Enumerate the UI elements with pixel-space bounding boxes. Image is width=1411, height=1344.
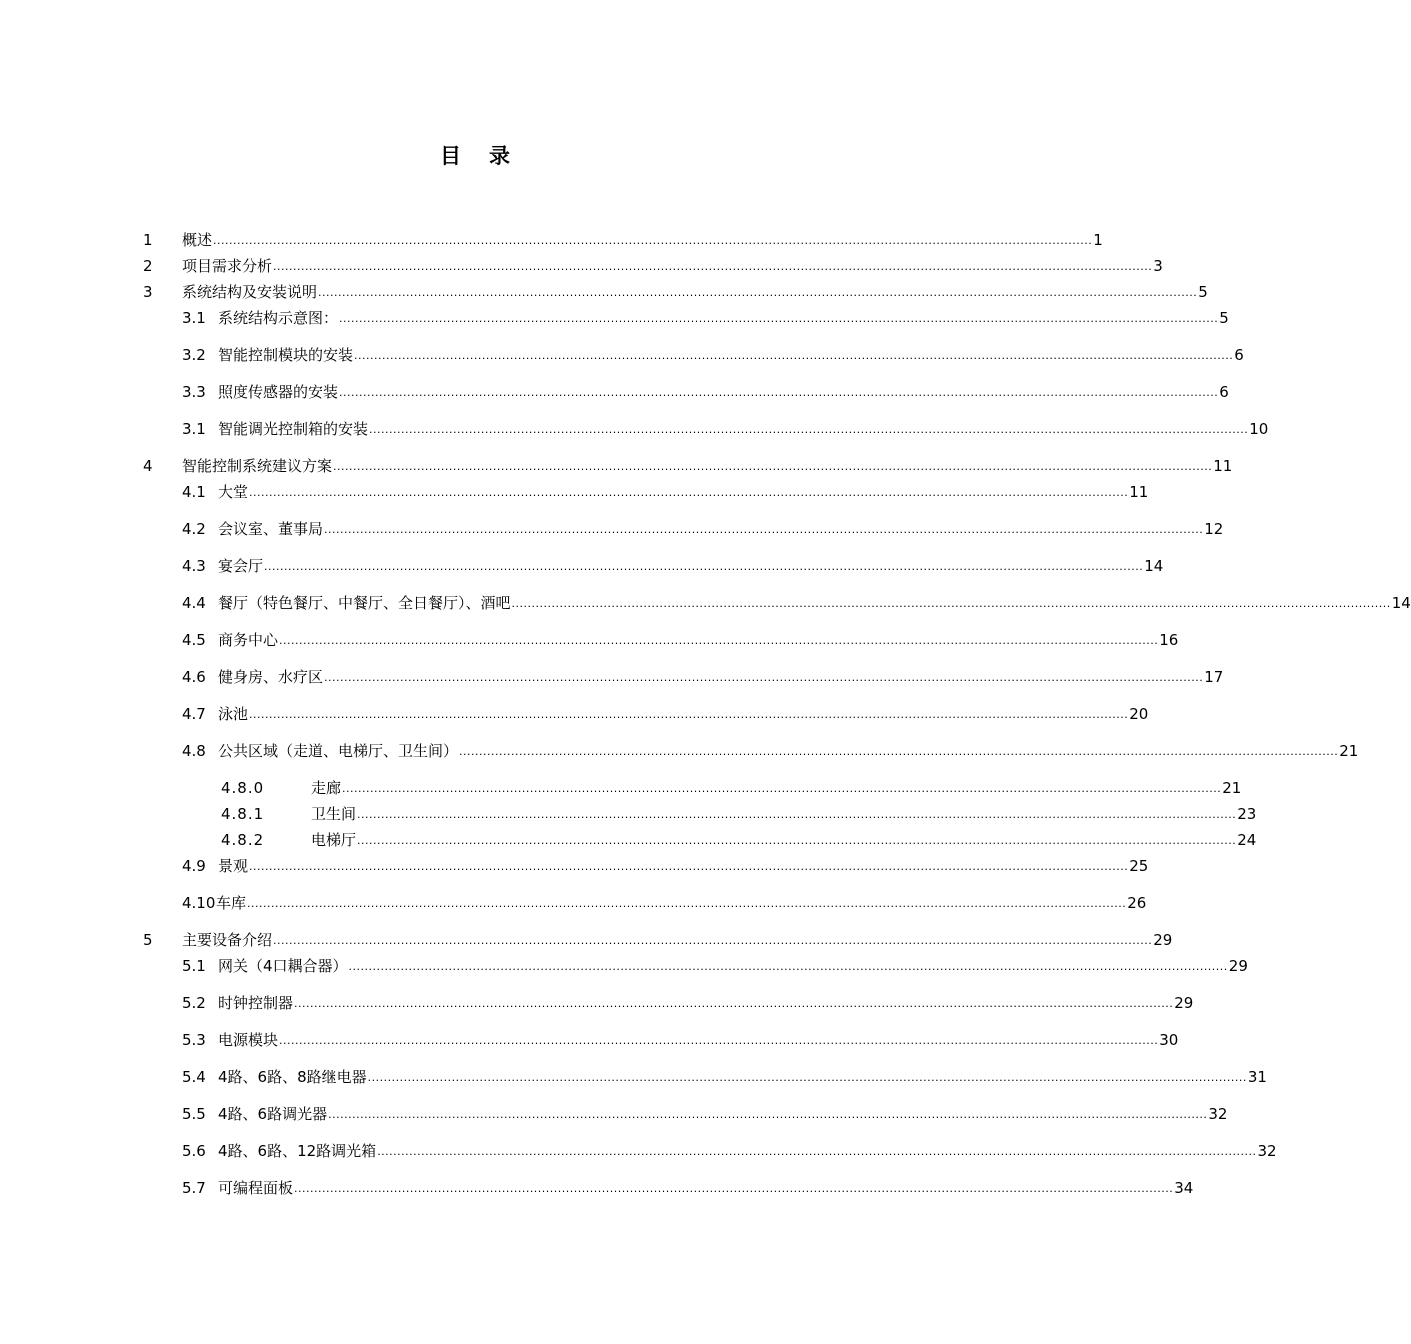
dot-leader: ............................................................................................................................................................................................................................ — [357, 834, 1237, 847]
dot-leader: ............................................................................................................................................................................................................................ — [377, 1145, 1257, 1158]
toc-entry-number: 4.6 — [182, 668, 206, 686]
toc-entry-label: 智能控制系统建议方案 — [182, 457, 333, 475]
toc-entry[interactable] — [0, 804, 1257, 824]
dot-leader: ............................................................................................................................................................................................................................ — [367, 1071, 1247, 1084]
dot-leader: ............................................................................................................................................................................................................................ — [279, 634, 1159, 647]
toc-entry-page-number: 21 — [1222, 779, 1242, 797]
toc-entry[interactable] — [0, 778, 1242, 798]
toc-entry-label: 4路、6路、12路调光箱 — [218, 1142, 377, 1160]
toc-entry-number: 5 — [143, 931, 153, 949]
toc-entry-number: 5.5 — [182, 1105, 206, 1123]
toc-entry-number: 4.8.0 — [221, 779, 265, 797]
toc-entry-number: 4.3 — [182, 557, 206, 575]
toc-entry-page-number: 34 — [1174, 1179, 1194, 1197]
dot-leader: ............................................................................................................................................................................................................................ — [357, 808, 1237, 821]
toc-entry[interactable] — [0, 630, 1179, 650]
dot-leader: ............................................................................................................................................................................................................................ — [318, 286, 1198, 299]
toc-entry-label: 电梯厅 — [311, 831, 357, 849]
dot-leader: ............................................................................................................................................................................................................................ — [249, 486, 1129, 499]
toc-entry-page-number: 32 — [1208, 1105, 1228, 1123]
dot-leader: ............................................................................................................................................................................................................................ — [273, 934, 1153, 947]
toc-entry-label: 智能控制模块的安装 — [218, 346, 354, 364]
toc-entry-label: 4路、6路、8路继电器 — [218, 1068, 367, 1086]
toc-entry-number: 5.3 — [182, 1031, 206, 1049]
title-char: 目 — [440, 144, 461, 168]
toc-entry-label: 时钟控制器 — [218, 994, 294, 1012]
toc-entry-page-number: 23 — [1237, 805, 1257, 823]
dot-leader: ............................................................................................................................................................................................................................ — [511, 597, 1391, 610]
dot-leader: ............................................................................................................................................................................................................................ — [294, 1182, 1174, 1195]
toc-entry-label: 卫生间 — [311, 805, 357, 823]
toc-entry-label: 电源模块 — [218, 1031, 279, 1049]
dot-leader: ............................................................................................................................................................................................................................ — [249, 708, 1129, 721]
toc-entry-number: 5.2 — [182, 994, 206, 1012]
toc-entry-number: 4.10 — [182, 894, 216, 912]
toc-entry-label: 景观 — [218, 857, 249, 875]
dot-leader: ............................................................................................................................................................................................................................ — [348, 960, 1228, 973]
toc-entry-number: 4.8.1 — [221, 805, 265, 823]
toc-entry-number: 5.7 — [182, 1179, 206, 1197]
toc-entry[interactable] — [0, 741, 1359, 761]
toc-entry[interactable] — [0, 1030, 1179, 1050]
toc-entry-label: 网关（4口耦合器） — [218, 957, 348, 975]
toc-entry-page-number: 31 — [1247, 1068, 1267, 1086]
dot-leader: ............................................................................................................................................................................................................................ — [354, 349, 1234, 362]
toc-entry[interactable] — [0, 593, 1411, 613]
toc-entry-label: 餐厅（特色餐厅、中餐厅、全日餐厅）、酒吧 — [218, 594, 511, 612]
toc-entry-page-number: 1 — [1093, 231, 1103, 249]
dot-leader: ............................................................................................................................................................................................................................ — [328, 1108, 1208, 1121]
toc-entry[interactable] — [0, 893, 1147, 913]
toc-entry-page-number: 5 — [1198, 283, 1208, 301]
toc-entry-number: 3 — [143, 283, 153, 301]
toc-entry-label: 照度传感器的安装 — [218, 383, 339, 401]
toc-entry-label: 系统结构及安装说明 — [182, 283, 318, 301]
toc-entry-page-number: 14 — [1144, 557, 1164, 575]
toc-entry-page-number: 16 — [1159, 631, 1179, 649]
toc-entry[interactable] — [0, 382, 1229, 402]
toc-entry-page-number: 32 — [1257, 1142, 1277, 1160]
dot-leader: ............................................................................................................................................................................................................................ — [369, 423, 1249, 436]
toc-entry[interactable] — [0, 1178, 1194, 1198]
toc-entry-page-number: 25 — [1129, 857, 1149, 875]
toc-entry-number: 4.8 — [182, 742, 206, 760]
toc-entry[interactable] — [0, 482, 1149, 502]
toc-entry-label: 走廊 — [311, 779, 342, 797]
dot-leader: ............................................................................................................................................................................................................................ — [264, 560, 1144, 573]
toc-entry-number: 4.2 — [182, 520, 206, 538]
toc-entry-label: 宴会厅 — [218, 557, 264, 575]
toc-entry-label: 概述 — [182, 231, 213, 249]
toc-entry-number: 4.8.2 — [221, 831, 265, 849]
toc-entry-page-number: 24 — [1237, 831, 1257, 849]
toc-entry-label: 会议室、董事局 — [218, 520, 324, 538]
toc-entry[interactable] — [0, 704, 1149, 724]
dot-leader: ............................................................................................................................................................................................................................ — [247, 897, 1127, 910]
toc-entry[interactable] — [0, 282, 1208, 302]
toc-entry-label: 泳池 — [218, 705, 249, 723]
toc-entry-number: 1 — [143, 231, 153, 249]
toc-entry[interactable] — [0, 667, 1224, 687]
toc-entry-number: 3.2 — [182, 346, 206, 364]
dot-leader: ............................................................................................................................................................................................................................ — [342, 782, 1222, 795]
toc-entry-page-number: 26 — [1127, 894, 1147, 912]
toc-entry-page-number: 14 — [1391, 594, 1411, 612]
toc-entry[interactable] — [0, 345, 1244, 365]
toc-entry[interactable] — [0, 956, 1248, 976]
toc-entry[interactable] — [0, 856, 1149, 876]
toc-entry[interactable] — [0, 556, 1164, 576]
toc-entry-number: 4.1 — [182, 483, 206, 501]
toc-entry-number: 5.4 — [182, 1068, 206, 1086]
toc-entry-number: 4.9 — [182, 857, 206, 875]
toc-entry-label: 大堂 — [218, 483, 249, 501]
toc-entry[interactable] — [0, 1104, 1228, 1124]
dot-leader: ............................................................................................................................................................................................................................ — [324, 523, 1204, 536]
dot-leader: ............................................................................................................................................................................................................................ — [333, 460, 1213, 473]
toc-entry-number: 3.1 — [182, 420, 206, 438]
toc-entry-number: 5.1 — [182, 957, 206, 975]
toc-entry-label: 4路、6路调光器 — [218, 1105, 328, 1123]
toc-entry-page-number: 6 — [1219, 383, 1229, 401]
toc-entry[interactable] — [0, 519, 1224, 539]
toc-entry[interactable] — [0, 256, 1163, 276]
dot-leader: ............................................................................................................................................................................................................................ — [339, 312, 1219, 325]
title-char: 录 — [489, 144, 510, 168]
dot-leader: ............................................................................................................................................................................................................................ — [273, 260, 1153, 273]
dot-leader: ............................................................................................................................................................................................................................ — [249, 860, 1129, 873]
toc-entry-page-number: 6 — [1234, 346, 1244, 364]
dot-leader: ............................................................................................................................................................................................................................ — [324, 671, 1204, 684]
toc-entry-label: 车库 — [216, 894, 247, 912]
toc-entry[interactable] — [0, 993, 1194, 1013]
toc-entry-page-number: 20 — [1129, 705, 1149, 723]
toc-entry[interactable] — [0, 419, 1269, 439]
toc-entry-page-number: 11 — [1213, 457, 1233, 475]
toc-entry-number: 4.4 — [182, 594, 206, 612]
toc-entry[interactable] — [0, 1141, 1277, 1161]
toc-entry-page-number: 17 — [1204, 668, 1224, 686]
toc-entry-number: 5.6 — [182, 1142, 206, 1160]
dot-leader: ............................................................................................................................................................................................................................ — [339, 386, 1219, 399]
toc-entry-page-number: 30 — [1159, 1031, 1179, 1049]
toc-entry-number: 2 — [143, 257, 153, 275]
toc-entry-label: 系统结构示意图： — [218, 309, 339, 327]
toc-entry[interactable] — [0, 230, 1103, 250]
toc-entry-number: 4.7 — [182, 705, 206, 723]
toc-entry[interactable] — [0, 930, 1173, 950]
toc-entry-label: 主要设备介绍 — [182, 931, 273, 949]
toc-entry-number: 4 — [143, 457, 153, 475]
dot-leader: ............................................................................................................................................................................................................................ — [294, 997, 1174, 1010]
dot-leader: ............................................................................................................................................................................................................................ — [279, 1034, 1159, 1047]
toc-entry-number: 4.5 — [182, 631, 206, 649]
toc-entry-label: 智能调光控制箱的安装 — [218, 420, 369, 438]
toc-entry-page-number: 29 — [1174, 994, 1194, 1012]
toc-entry-page-number: 5 — [1219, 309, 1229, 327]
toc-entry-number: 3.3 — [182, 383, 206, 401]
toc-entry-page-number: 3 — [1153, 257, 1163, 275]
toc-entry-label: 项目需求分析 — [182, 257, 273, 275]
toc-entry-label: 可编程面板 — [218, 1179, 294, 1197]
toc-entry[interactable] — [0, 456, 1233, 476]
toc-entry[interactable] — [0, 830, 1257, 850]
toc-entry-page-number: 12 — [1204, 520, 1224, 538]
toc-entry-page-number: 11 — [1129, 483, 1149, 501]
toc-entry-label: 健身房、水疗区 — [218, 668, 324, 686]
toc-entry-page-number: 29 — [1228, 957, 1248, 975]
toc-entry-label: 商务中心 — [218, 631, 279, 649]
toc-entry-label: 公共区域（走道、电梯厅、卫生间） — [218, 742, 459, 760]
toc-entry-number: 3.1 — [182, 309, 206, 327]
toc-entry-page-number: 29 — [1153, 931, 1173, 949]
toc-entry-page-number: 10 — [1249, 420, 1269, 438]
dot-leader: ............................................................................................................................................................................................................................ — [459, 745, 1339, 758]
toc-entry[interactable] — [0, 1067, 1267, 1087]
dot-leader: ............................................................................................................................................................................................................................ — [213, 234, 1093, 247]
toc-entry[interactable] — [0, 308, 1229, 328]
toc-entry-page-number: 21 — [1339, 742, 1359, 760]
